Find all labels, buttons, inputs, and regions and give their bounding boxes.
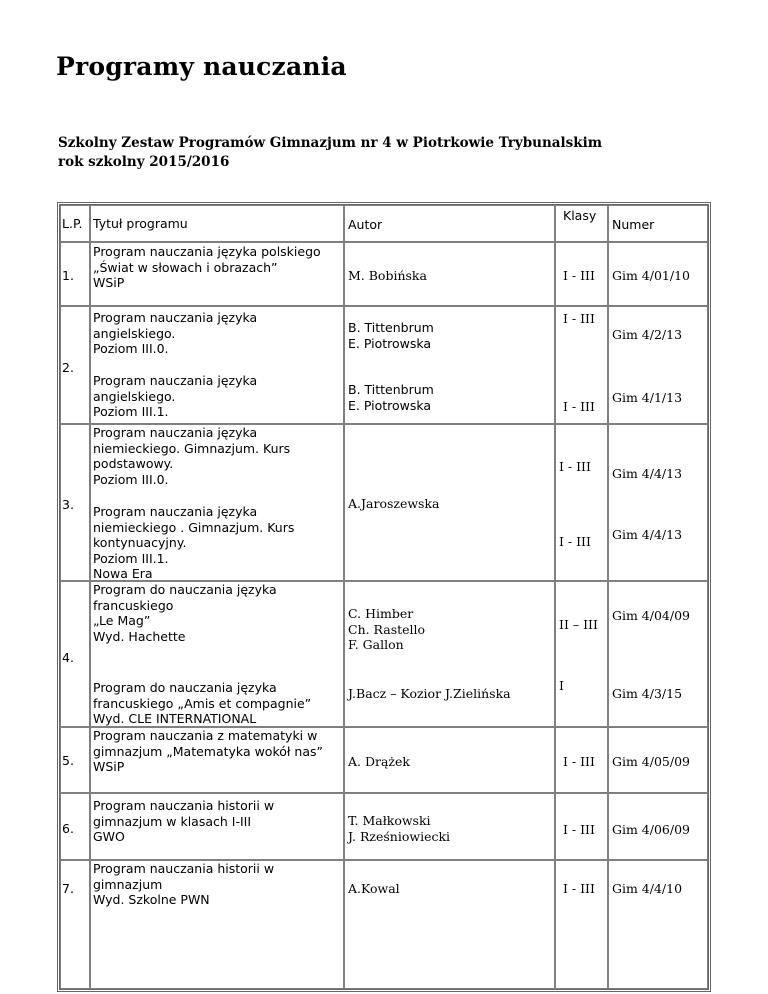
program-classes: I - III — [555, 860, 608, 989]
program-classes: I - III — [555, 727, 608, 793]
row-lp: 5. — [60, 727, 90, 793]
program-classes: I - III — [555, 242, 608, 306]
program-number: Gim 4/2/13 Gim 4/1/13 — [608, 306, 708, 424]
program-number: Gim 4/06/09 — [608, 793, 708, 860]
program-author: A.Kowal — [344, 860, 555, 989]
row-lp: 4. — [60, 581, 90, 727]
subtitle-line: Szkolny Zestaw Programów Gimnazjum nr 4 w Piotrkowie Trybunalskim — [58, 135, 603, 151]
program-number: Gim 4/01/10 — [608, 242, 708, 306]
program-author: A.Jaroszewska — [344, 424, 555, 581]
program-number: Gim 4/4/10 — [608, 860, 708, 989]
program-author: A. Drążek — [344, 727, 555, 793]
program-author: C. Himber Ch. Rastello F. Gallon J.Bacz – Kozior J.Zielińska — [344, 581, 555, 727]
program-author: B. Tittenbrum E. Piotrowska B. Tittenbrum E. Piotrowska — [344, 306, 555, 424]
program-title: Program do nauczania języka francuskiego „Le Mag” Wyd. Hachette Program do nauczania języka francuskiego „Amis et compagnie” Wyd. CLE INTERNATIONAL — [90, 581, 344, 727]
header-lp: L.P. — [60, 205, 90, 242]
program-author: M. Bobińska — [344, 242, 555, 306]
program-title: Program nauczania języka angielskiego. Poziom III.0. Program nauczania języka angielskiego. Poziom III.1. — [90, 306, 344, 424]
program-title: Program nauczania historii w gimnazjum Wyd. Szkolne PWN — [90, 860, 344, 989]
subtitle-line: rok szkolny 2015/2016 — [58, 154, 230, 170]
header-author: Autor — [344, 205, 555, 242]
program-classes: II – III I — [555, 581, 608, 727]
subtitle — [58, 134, 602, 172]
row-lp: 6. — [60, 793, 90, 860]
program-classes: I - III I - III — [555, 424, 608, 581]
header-title: Tytuł programu — [90, 205, 344, 242]
program-title: Program nauczania z matematyki w gimnazjum „Matematyka wokół nas” WSiP — [90, 727, 344, 793]
program-title: Program nauczania języka niemieckiego. Gimnazjum. Kurs podstawowy. Poziom III.0. Program nauczania języka niemieckiego . Gimnazjum. Kurs kontynuacyjny. Poziom III.1. Nowa Era — [90, 424, 344, 581]
program-number: Gim 4/4/13 Gim 4/4/13 — [608, 424, 708, 581]
program-title: Program nauczania historii w gimnazjum w klasach I-III GWO — [90, 793, 344, 860]
programs-table — [57, 202, 711, 992]
program-title: Program nauczania języka polskiego „Świat w słowach i obrazach” WSiP — [90, 242, 344, 306]
program-classes: I - III I - III — [555, 306, 608, 424]
header-classes: Klasy — [555, 205, 608, 242]
program-number: Gim 4/04/09 Gim 4/3/15 — [608, 581, 708, 727]
header-number: Numer — [608, 205, 708, 242]
row-lp: 1. — [60, 242, 90, 306]
row-lp: 2. — [60, 306, 90, 424]
row-lp: 3. — [60, 424, 90, 581]
program-classes: I - III — [555, 793, 608, 860]
program-author: T. Małkowski J. Rześniowiecki — [344, 793, 555, 860]
program-number: Gim 4/05/09 — [608, 727, 708, 793]
page-title: Programy nauczania — [56, 52, 347, 81]
row-lp: 7. — [60, 860, 90, 989]
